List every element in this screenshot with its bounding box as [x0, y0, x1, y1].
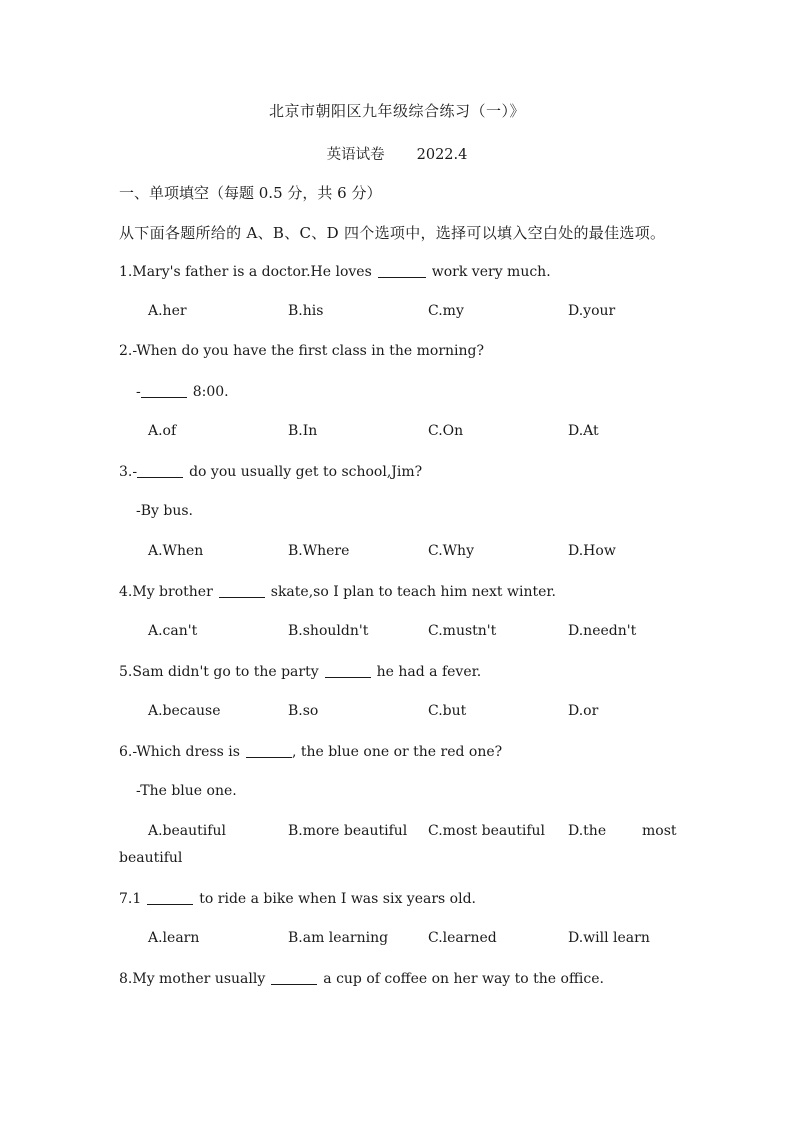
- subject-label: 英语试卷: [326, 147, 385, 163]
- option-b: B.shouldn't: [288, 623, 369, 639]
- option-c: C.but: [428, 703, 467, 719]
- question-text: 7.1: [119, 891, 142, 907]
- question-8: [119, 970, 604, 987]
- option-c: C.Why: [428, 543, 474, 559]
- question-text: 1.Mary's father is a doctor.He loves: [119, 264, 372, 280]
- question-2-reply: [136, 383, 229, 400]
- question-1: [119, 263, 551, 280]
- option-c: C.learned: [428, 930, 497, 946]
- answer-blank: [137, 463, 183, 478]
- question-text-end: do you usually get to school,Jim?: [189, 464, 423, 480]
- option-b: B.his: [288, 303, 324, 319]
- answer-blank: [147, 890, 193, 905]
- answer-blank: [378, 263, 426, 278]
- option-b: B.so: [288, 703, 319, 719]
- reply-dash: -: [136, 384, 141, 400]
- question-text-end: skate,so I plan to teach him next winter.: [270, 584, 556, 600]
- question-text: 8.My mother usually: [119, 971, 266, 987]
- exam-date: 2022.4: [416, 147, 468, 163]
- option-b: B.In: [288, 423, 318, 439]
- question-text: 5.Sam didn't go to the party: [119, 664, 319, 680]
- option-d: D.your: [568, 303, 616, 319]
- question-2: [119, 343, 484, 359]
- question-3-reply: -By bus.: [136, 503, 193, 519]
- question-6: [119, 743, 502, 760]
- option-a: A.of: [148, 423, 177, 439]
- option-c: C.mustn't: [428, 623, 497, 639]
- option-b: B.more beautiful: [288, 823, 408, 839]
- question-text-end: he had a fever.: [376, 664, 482, 680]
- question-4: [119, 583, 556, 600]
- question-text-end: work very much.: [431, 264, 551, 280]
- option-d-wrap: beautiful: [119, 850, 183, 866]
- option-a: A.When: [148, 543, 204, 559]
- option-a: A.learn: [148, 930, 200, 946]
- section-heading: 一、单项填空（每题 0.5 分，共 6 分）: [119, 184, 382, 202]
- question-6-reply: -The blue one.: [136, 783, 237, 799]
- question-7: [119, 890, 476, 907]
- reply-text: 8:00.: [192, 384, 229, 400]
- answer-blank: [141, 383, 187, 398]
- option-c: C.my: [428, 303, 464, 319]
- option-a: A.can't: [148, 623, 198, 639]
- question-3: [119, 463, 422, 480]
- option-d-continued: most: [642, 823, 677, 839]
- question-text-end: to ride a bike when I was six years old.: [199, 891, 476, 907]
- question-text: 6.-Which dress is: [119, 744, 240, 760]
- page-title: 北京市朝阳区九年级综合练习（一）》: [268, 102, 525, 120]
- question-text: 3.-: [119, 464, 138, 480]
- answer-blank: [271, 970, 317, 985]
- option-d: D.How: [568, 543, 616, 559]
- section-instruction: 从下面各题所给的 A、B、C、D 四个选项中，选择可以填入空白处的最佳选项。: [119, 224, 666, 242]
- option-a: A.beautiful: [148, 823, 226, 839]
- page-subtitle: [0, 143, 794, 164]
- question-text-end: , the blue one or the red one?: [291, 744, 503, 760]
- answer-blank: [246, 743, 292, 758]
- answer-blank: [219, 583, 265, 598]
- option-d: D.needn't: [568, 623, 637, 639]
- option-d: D.or: [568, 703, 599, 719]
- option-c: C.most beautiful: [428, 823, 546, 839]
- option-b: B.Where: [288, 543, 350, 559]
- option-a: A.her: [148, 303, 187, 319]
- option-c: C.On: [428, 423, 464, 439]
- option-d: D.will learn: [568, 930, 650, 946]
- question-5: [119, 663, 481, 680]
- option-d: D.At: [568, 423, 599, 439]
- answer-blank: [325, 663, 371, 678]
- option-a: A.because: [148, 703, 221, 719]
- option-b: B.am learning: [288, 930, 389, 946]
- question-text: 4.My brother: [119, 584, 213, 600]
- option-d: D.the: [568, 823, 607, 839]
- question-text: 2.-When do you have the first class in the morning?: [119, 343, 484, 359]
- question-text-end: a cup of coffee on her way to the office.: [323, 971, 604, 987]
